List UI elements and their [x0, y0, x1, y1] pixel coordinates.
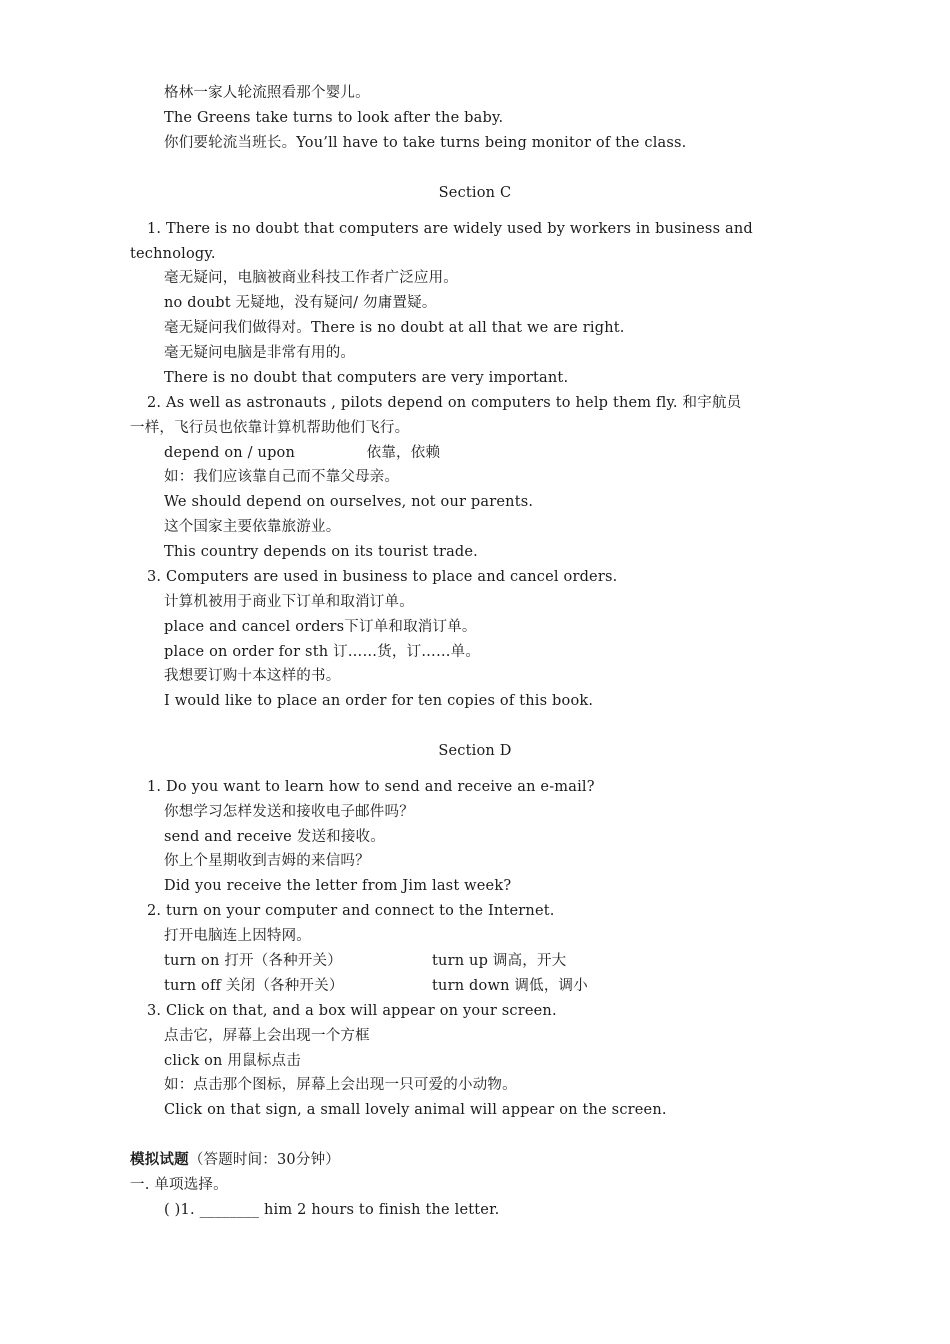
section-c-heading: Section C [438, 185, 512, 201]
text-line: This country depends on its tourist trade. [164, 544, 478, 560]
text-line: Click on that sign, a small lovely animal will appear on the screen. [164, 1102, 667, 1118]
text-line: 如：我们应该靠自己而不靠父母亲。 [164, 469, 400, 485]
text-line: We should depend on ourselves, not our parents. [164, 494, 534, 510]
question-1: ( )1. ________ him 2 hours to finish the letter. [164, 1202, 500, 1218]
turn-up-line: turn up 调高，开大 [432, 953, 567, 969]
text-line: 毫无疑问电脑是非常有用的。 [164, 345, 356, 361]
text-line: no doubt 无疑地，没有疑问/ 勿庸置疑。 [164, 295, 437, 311]
phrase-meaning: 依靠，依赖 [366, 445, 441, 461]
text-line: 计算机被用于商业下订单和取消订单。 [164, 594, 414, 610]
section-d-heading: Section D [438, 743, 512, 759]
section-c-item-3: 3. Computers are used in business to place and cancel orders. [147, 569, 618, 585]
turn-off-line: turn off 关闭（各种开关） [164, 978, 344, 994]
text-line: send and receive 发送和接收。 [164, 829, 385, 845]
test-title: 模拟试题 [130, 1152, 189, 1168]
section-c-item-1-cont: technology. [130, 246, 216, 262]
text-line: 打开电脑连上因特网。 [164, 928, 311, 944]
part-one-heading: 一. 单项选择。 [130, 1177, 228, 1193]
section-c-item-2-cont: 一样，飞行员也依靠计算机帮助他们飞行。 [130, 420, 410, 436]
text-line: 毫无疑问，电脑被商业科技工作者广泛应用。 [164, 270, 458, 286]
test-heading [130, 1150, 340, 1170]
text-line: 如：点击那个图标，屏幕上会出现一只可爱的小动物。 [164, 1077, 517, 1093]
text-line: There is no doubt that computers are very important. [164, 370, 569, 386]
phrase: depend on / upon [164, 445, 296, 461]
text-line: place on order for sth 订……货，订……单。 [164, 644, 481, 660]
text-line: 点击它，屏幕上会出现一个方框 [164, 1028, 370, 1044]
phrase-line [164, 443, 440, 463]
text-line: 格林一家人轮流照看那个婴儿。 [164, 85, 370, 101]
text-line: click on 用鼠标点击 [164, 1053, 301, 1069]
section-c-item-2: 2. As well as astronauts , pilots depend on computers to help them fly. 和宇航员 [147, 395, 742, 411]
text-line: The Greens take turns to look after the baby. [164, 110, 504, 126]
text-line: I would like to place an order for ten copies of this book. [164, 693, 594, 709]
text-line: 这个国家主要依靠旅游业。 [164, 519, 341, 535]
text-line: 你上个星期收到吉姆的来信吗？ [164, 853, 370, 869]
text-line: 我想要订购十本这样的书。 [164, 668, 341, 684]
turn-down-line: turn down 调低，调小 [432, 978, 588, 994]
test-time-note: （答题时间：30分钟） [188, 1152, 340, 1168]
text-line: 你们要轮流当班长。You’ll have to take turns being monitor of the class. [164, 135, 687, 151]
text-line: 你想学习怎样发送和接收电子邮件吗？ [164, 804, 414, 820]
section-d-item-2: 2. turn on your computer and connect to the Internet. [147, 903, 555, 919]
text-line: 毫无疑问我们做得对。There is no doubt at all that we are right. [164, 320, 625, 336]
text-line: Did you receive the letter from Jim last week? [164, 878, 512, 894]
turn-on-line: turn on 打开（各种开关） [164, 953, 342, 969]
section-c-item-1: 1. There is no doubt that computers are widely used by workers in business and [147, 221, 753, 237]
section-d-item-3: 3. Click on that, and a box will appear on your screen. [147, 1003, 557, 1019]
section-d-item-1: 1. Do you want to learn how to send and receive an e-mail? [147, 779, 595, 795]
text-line: place and cancel orders下订单和取消订单。 [164, 619, 477, 635]
